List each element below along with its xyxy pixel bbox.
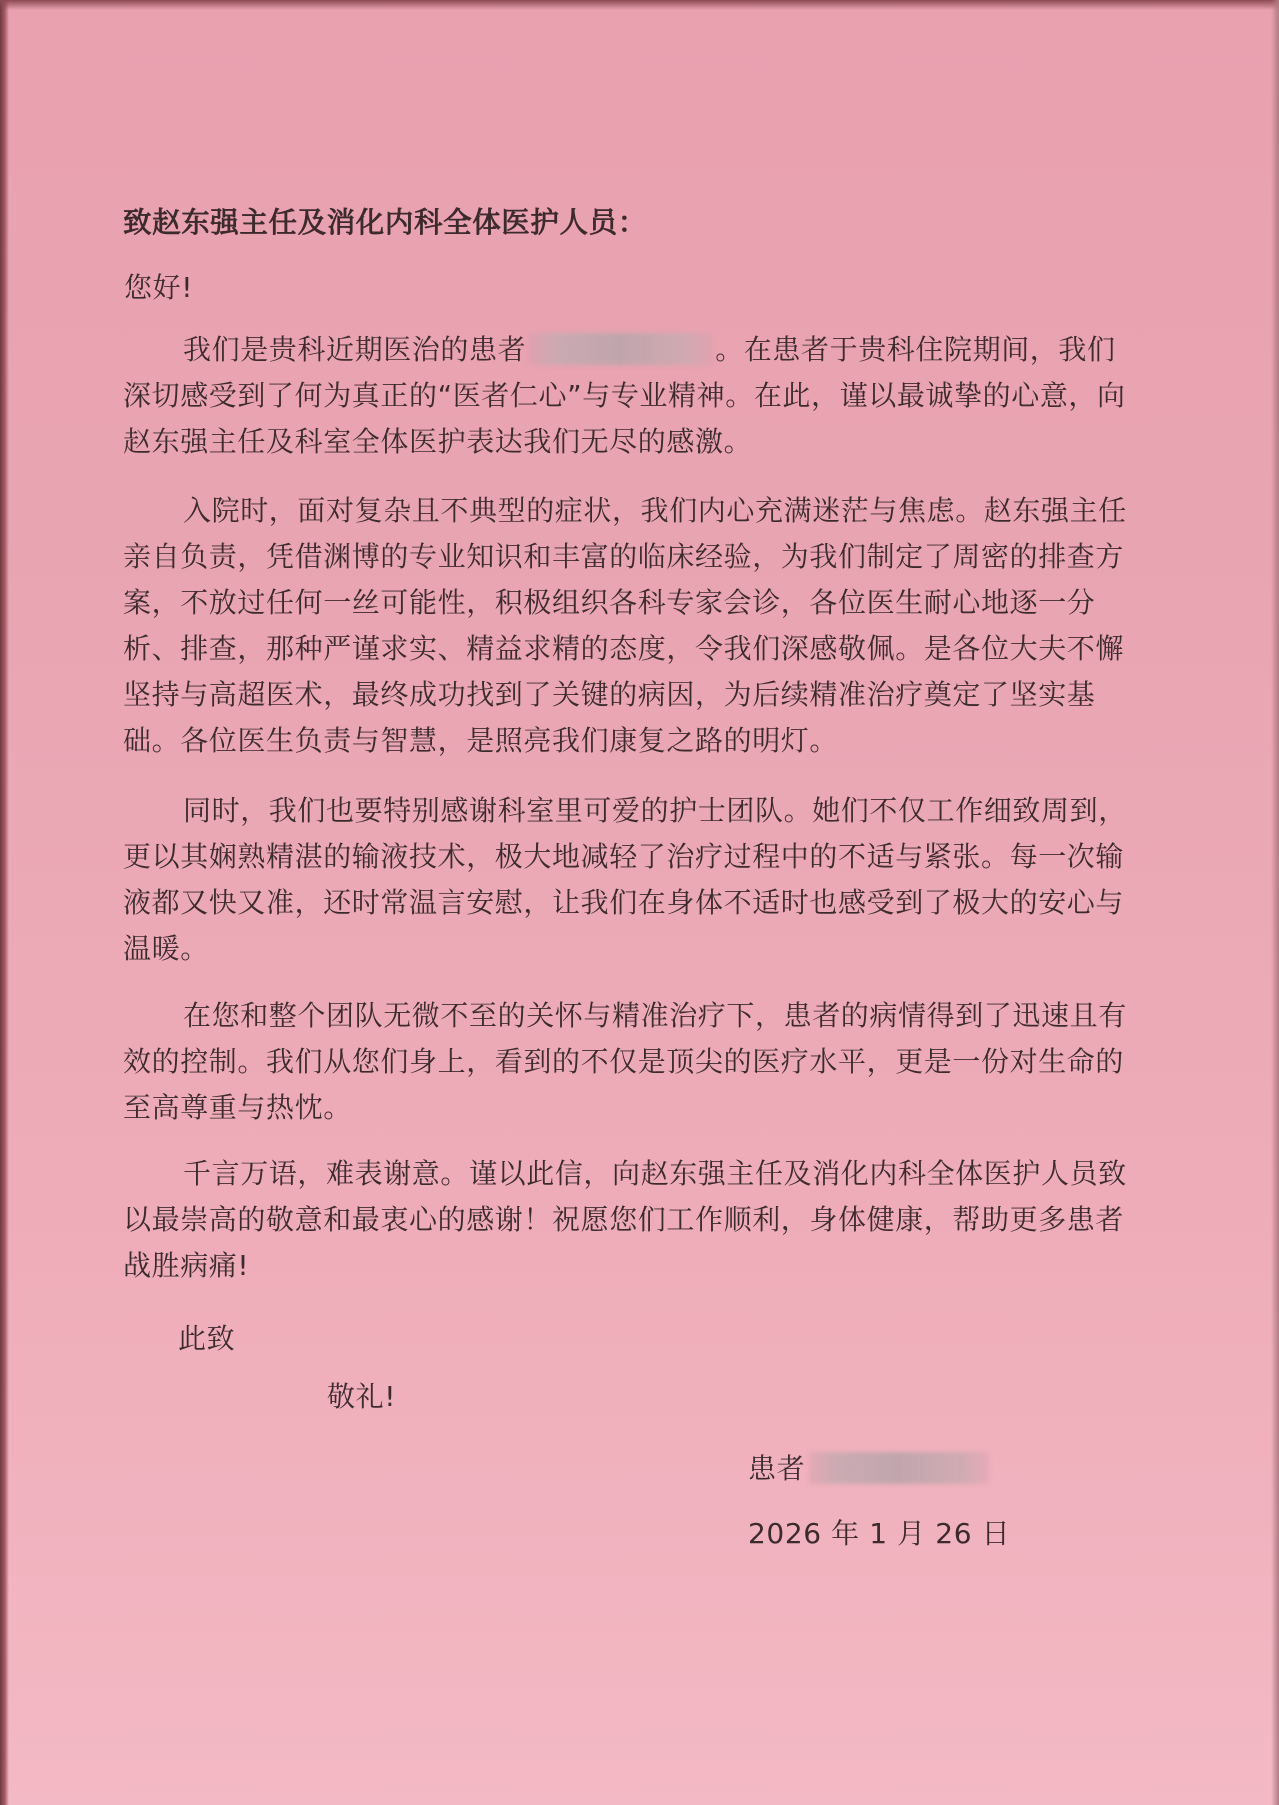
closing-salute: 此致 — [178, 1322, 236, 1355]
paragraph-1-end: 。在患者于贵科住院期间，我们深切感受到了何为真正的“医者仁心”与专业精神。在此，谨以最诚挚的心意，向赵东强主任及科室全体医护表达我们无尽的感激。 — [123, 333, 1126, 458]
signature — [748, 1447, 989, 1487]
paragraph-1-start: 我们是贵科近期医治的患者 — [183, 333, 527, 366]
paragraph-3: 同时，我们也要特别感谢科室里可爱的护士团队。她们不仅工作细致周到，更以其娴熟精湛的输液技术，极大地减轻了治疗过程中的不适与紧张。每一次输液都又快又准，还时常温言安慰，让我们在身体不适时也感受到了极大的安心与温暖。 — [123, 794, 1127, 965]
letter-greeting: 您好! — [124, 271, 194, 304]
redacted-patient-name — [528, 333, 713, 365]
page-edge-left — [0, 0, 9, 1805]
paragraph-5: 千言万语，难表谢意。谨以此信，向赵东强主任及消化内科全体医护人员致以最崇高的敬意和最衷心的感谢！祝愿您们工作顺利，身体健康，帮助更多患者战胜病痛! — [123, 1157, 1127, 1282]
paragraph-2: 入院时，面对复杂且不典型的症状，我们内心充满迷茫与焦虑。赵东强主任亲自负责，凭借渊博的专业知识和丰富的临床经验，为我们制定了周密的排查方案，不放过任何一丝可能性，积极组织各科专家会诊，各位医生耐心地逐一分析、排查，那种严谨求实、精益求精的态度，令我们深感敬佩。是各位大夫不懈坚持与高超医术，最终成功找到了关键的病因，为后续精准治疗奠定了坚实基础。各位医生负责与智慧，是照亮我们康复之路的明灯。 — [123, 494, 1127, 757]
redacted-signature-name — [809, 1452, 989, 1484]
paragraph-1 — [123, 327, 1143, 465]
page-edge-right — [1271, 0, 1279, 1805]
page-edge-top — [0, 0, 1279, 10]
letter-date: 2026 年 1 月 26 日 — [748, 1517, 1011, 1550]
signature-label: 患者 — [748, 1452, 806, 1485]
closing-respect: 敬礼! — [327, 1380, 397, 1413]
paragraph-4: 在您和整个团队无微不至的关怀与精准治疗下，患者的病情得到了迅速且有效的控制。我们从您们身上，看到的不仅是顶尖的医疗水平，更是一份对生命的至高尊重与热忱。 — [123, 999, 1127, 1124]
letter-salutation: 致赵东强主任及消化内科全体医护人员： — [123, 206, 647, 239]
